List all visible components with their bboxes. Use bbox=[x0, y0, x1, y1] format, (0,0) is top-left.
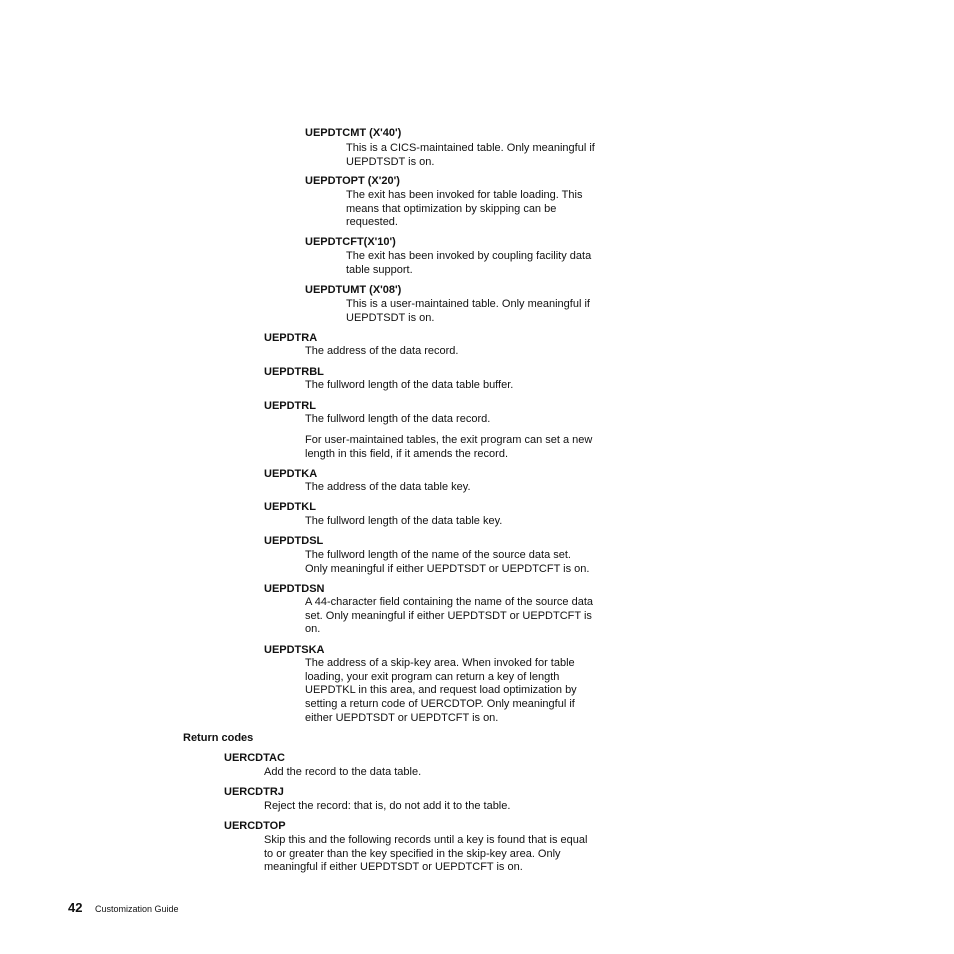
field-term-uepdtdsn: UEPDTDSN bbox=[264, 583, 325, 595]
field-extra-uepdtrl bbox=[305, 434, 625, 461]
desc-line: loading, your exit program can return a key of length bbox=[305, 670, 560, 683]
desc-line: requested. bbox=[346, 216, 398, 229]
desc-line: The fullword length of the data table buffer. bbox=[305, 379, 514, 391]
desc-line: Add the record to the data table. bbox=[264, 766, 422, 778]
desc-line: Skip this and the following records until a key is found that is equal bbox=[264, 834, 588, 846]
desc-line: Only meaningful if either UEPDTSDT or UEPDTCFT is on. bbox=[305, 562, 590, 575]
desc-line: This is a user-maintained table. Only meaningful if bbox=[346, 298, 590, 310]
desc-line: The exit has been invoked by coupling facility data bbox=[346, 250, 592, 262]
desc-line: The address of the data table key. bbox=[305, 481, 471, 493]
desc-line: Reject the record: that is, do not add it to the table. bbox=[264, 800, 511, 812]
flag-term-uepdtcmt: UEPDTCMT (X'40') bbox=[305, 127, 402, 139]
field-term-uepdtrl: UEPDTRL bbox=[264, 400, 316, 412]
desc-line: meaningful if either UEPDTSDT or UEPDTCFT is on. bbox=[264, 861, 523, 874]
field-term-uepdtra: UEPDTRA bbox=[264, 332, 318, 344]
desc-line: set. Only meaningful if either UEPDTSDT or UEPDTCFT is bbox=[305, 609, 592, 622]
flag-desc-uepdtcmt bbox=[346, 142, 616, 169]
field-term-uepdtska: UEPDTSKA bbox=[264, 644, 325, 656]
field-desc-uepdtrl bbox=[305, 413, 625, 427]
desc-line: means that optimization by skipping can be bbox=[346, 202, 557, 215]
rc-term-uercdtac: UERCDTAC bbox=[224, 752, 285, 764]
rc-term-uercdtrj: UERCDTRJ bbox=[224, 786, 284, 798]
desc-line: setting a return code of UERCDTOP. Only meaningful if bbox=[305, 698, 575, 711]
footer-title: Customization Guide bbox=[95, 904, 179, 914]
rc-desc-uercdtop bbox=[264, 834, 624, 875]
field-term-uepdtrbl: UEPDTRBL bbox=[264, 366, 324, 378]
field-term-uepdtka: UEPDTKA bbox=[264, 468, 318, 480]
desc-line: The exit has been invoked for table loading. This bbox=[346, 189, 583, 201]
desc-line: The fullword length of the name of the source data set. bbox=[305, 549, 571, 561]
page-number: 42 bbox=[68, 900, 83, 915]
rc-term-uercdtop: UERCDTOP bbox=[224, 820, 286, 832]
desc-line: UEPDTKL in this area, and request load optimization by bbox=[305, 684, 577, 697]
field-desc-uepdtra bbox=[305, 345, 625, 359]
field-desc-uepdtska bbox=[305, 657, 625, 726]
desc-line: This is a CICS-maintained table. Only meaningful if bbox=[346, 142, 595, 154]
field-desc-uepdtdsn bbox=[305, 596, 625, 637]
desc-line: UEPDTSDT is on. bbox=[346, 311, 435, 324]
section-heading-return-codes: Return codes bbox=[183, 732, 254, 744]
desc-line: on. bbox=[305, 623, 321, 636]
desc-line: For user-maintained tables, the exit program can set a new bbox=[305, 434, 593, 446]
flag-desc-uepdtcft bbox=[346, 250, 616, 277]
flag-desc-uepdtumt bbox=[346, 298, 616, 325]
field-term-uepdtkl: UEPDTKL bbox=[264, 501, 316, 513]
field-term-uepdtdsl: UEPDTDSL bbox=[264, 535, 324, 547]
desc-line: table support. bbox=[346, 263, 413, 276]
field-desc-uepdtdsl bbox=[305, 549, 625, 576]
desc-line: either UEPDTSDT or UEPDTCFT is on. bbox=[305, 711, 499, 724]
desc-line: length in this field, if it amends the record. bbox=[305, 447, 508, 460]
rc-desc-uercdtac bbox=[264, 766, 624, 780]
field-desc-uepdtkl bbox=[305, 515, 625, 529]
rc-desc-uercdtrj bbox=[264, 800, 624, 814]
desc-line: The fullword length of the data record. bbox=[305, 413, 491, 425]
flag-term-uepdtumt: UEPDTUMT (X'08') bbox=[305, 284, 402, 296]
flag-desc-uepdtopt bbox=[346, 189, 616, 230]
desc-line: The fullword length of the data table key. bbox=[305, 515, 503, 527]
desc-line: The address of the data record. bbox=[305, 345, 459, 357]
flag-term-uepdtopt: UEPDTOPT (X'20') bbox=[305, 175, 400, 187]
field-desc-uepdtrbl bbox=[305, 379, 625, 393]
desc-line: to or greater than the key specified in the skip-key area. Only bbox=[264, 847, 561, 860]
field-desc-uepdtka bbox=[305, 481, 625, 495]
desc-line: UEPDTSDT is on. bbox=[346, 155, 435, 168]
desc-line: The address of a skip-key area. When invoked for table bbox=[305, 657, 575, 669]
flag-term-uepdtcft: UEPDTCFT(X'10') bbox=[305, 236, 396, 248]
desc-line: A 44-character field containing the name of the source data bbox=[305, 596, 594, 608]
